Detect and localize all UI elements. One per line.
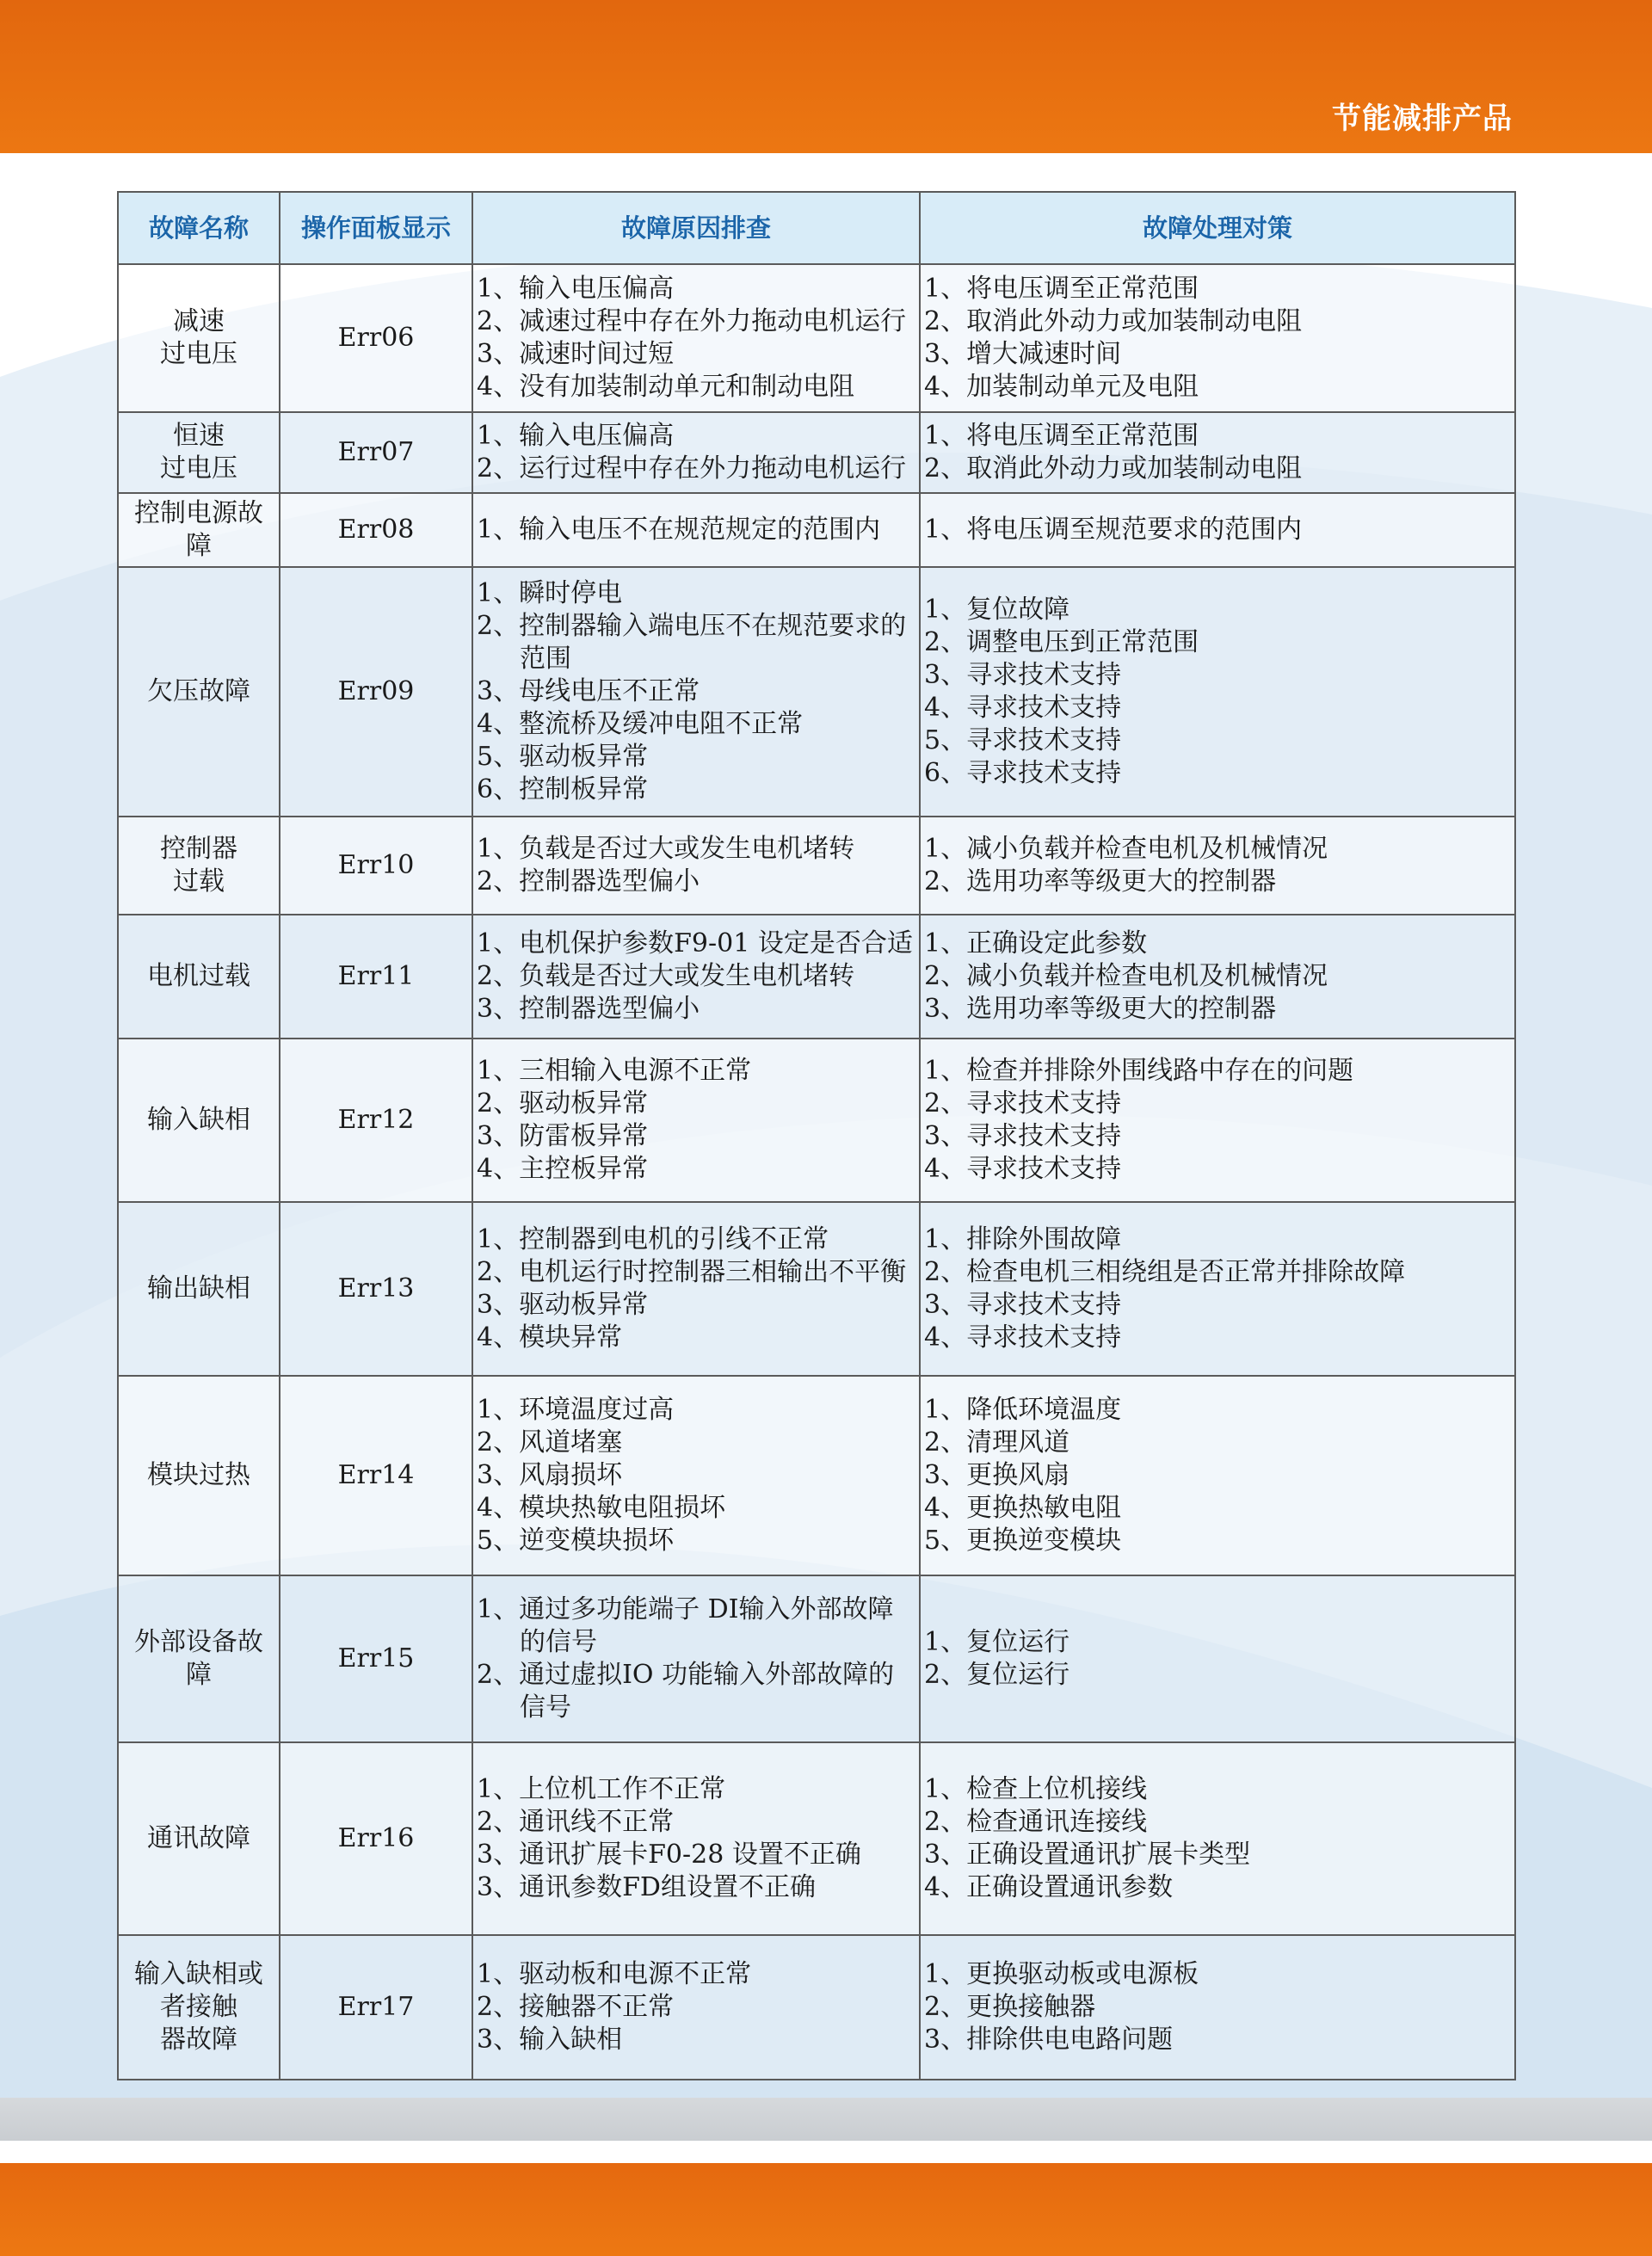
action-item: 4、更换热敏电阻 <box>924 1493 1122 1523</box>
cause-item: 2、接触器不正常 <box>477 1992 675 2022</box>
fault-name-line: 控制电源故 <box>134 498 263 528</box>
table-row <box>118 1202 1515 1376</box>
action-item: 3、寻求技术支持 <box>924 660 1122 690</box>
fault-name-line: 者接触 <box>160 1992 237 2022</box>
panel-code-cell: Err15 <box>280 1575 472 1742</box>
action-cell <box>920 817 1515 915</box>
bottom-banner <box>0 2163 1652 2256</box>
fault-name-cell <box>118 567 280 817</box>
cause-item: 3、驱动板异常 <box>477 1290 649 1320</box>
fault-table <box>117 191 1516 2080</box>
cause-item: 3、母线电压不正常 <box>477 676 700 706</box>
cause-item: 4、没有加装制动单元和制动电阻 <box>477 372 855 402</box>
action-cell <box>920 412 1515 493</box>
fault-name-line: 障 <box>186 531 212 561</box>
cause-cell <box>472 1742 920 1935</box>
cause-item: 2、负载是否过大或发生电机堵转 <box>477 961 855 991</box>
cause-cell <box>472 915 920 1039</box>
fault-name-line: 过电压 <box>160 339 237 369</box>
action-item: 2、检查通讯连接线 <box>924 1807 1148 1837</box>
cause-cell <box>472 817 920 915</box>
action-item: 1、将电压调至正常范围 <box>924 421 1199 451</box>
table-row <box>118 567 1515 817</box>
cause-item: 2、通讯线不正常 <box>477 1807 675 1837</box>
fault-name-line: 过电压 <box>160 453 237 484</box>
panel-code-cell: Err14 <box>280 1376 472 1575</box>
cause-item: 1、输入电压偏高 <box>477 421 675 451</box>
action-cell <box>920 1742 1515 1935</box>
cause-item: 2、运行过程中存在外力拖动电机运行 <box>477 453 907 484</box>
action-item: 2、取消此外动力或加装制动电阻 <box>924 306 1303 336</box>
fault-name-line: 输入缺相或 <box>134 1959 263 1989</box>
action-item: 3、正确设置通讯扩展卡类型 <box>924 1840 1251 1870</box>
fault-name-line: 过载 <box>173 866 225 897</box>
panel-code-cell: Err11 <box>280 915 472 1039</box>
cause-cell <box>472 412 920 493</box>
fault-name-line: 输出缺相 <box>147 1273 250 1304</box>
cause-item: 2、控制器输入端电压不在规范要求的范围 <box>477 611 907 674</box>
cause-cell <box>472 493 920 567</box>
fault-name-cell <box>118 1575 280 1742</box>
action-item: 1、复位故障 <box>924 595 1070 625</box>
cause-item: 3、防雷板异常 <box>477 1121 649 1151</box>
cause-item: 5、逆变模块损坏 <box>477 1526 675 1556</box>
action-item: 5、寻求技术支持 <box>924 725 1122 755</box>
table-row <box>118 264 1515 412</box>
cause-item: 3、减速时间过短 <box>477 339 675 369</box>
action-item: 2、复位运行 <box>924 1660 1070 1690</box>
footer-gray-strip <box>0 2098 1652 2141</box>
cause-item: 4、模块异常 <box>477 1322 623 1353</box>
cause-item: 3、通讯参数FD组设置不正确 <box>477 1872 816 1902</box>
action-item: 3、更换风扇 <box>924 1460 1070 1490</box>
cause-cell <box>472 567 920 817</box>
table-row <box>118 1935 1515 2080</box>
action-item: 3、增大减速时间 <box>924 339 1122 369</box>
action-cell <box>920 1575 1515 1742</box>
action-item: 1、排除外围故障 <box>924 1224 1122 1254</box>
action-cell <box>920 1202 1515 1376</box>
fault-name-cell <box>118 817 280 915</box>
table-header-row <box>118 192 1515 264</box>
table-row <box>118 1376 1515 1575</box>
cause-item: 2、通过虚拟IO 功能输入外部故障的信号 <box>477 1660 895 1723</box>
action-cell <box>920 1376 1515 1575</box>
fault-name-cell <box>118 412 280 493</box>
action-item: 4、寻求技术支持 <box>924 1322 1122 1353</box>
table-row <box>118 493 1515 567</box>
panel-code-cell: Err10 <box>280 817 472 915</box>
action-item: 4、加装制动单元及电阻 <box>924 372 1199 402</box>
action-item: 2、检查电机三相绕组是否正常并排除故障 <box>924 1257 1406 1287</box>
cause-item: 3、通讯扩展卡F0-28 设置不正确 <box>477 1840 861 1870</box>
fault-name-cell <box>118 1376 280 1575</box>
action-item: 1、降低环境温度 <box>924 1395 1122 1425</box>
cause-cell <box>472 1376 920 1575</box>
action-item: 2、寻求技术支持 <box>924 1088 1122 1119</box>
action-item: 2、更换接触器 <box>924 1992 1096 2022</box>
action-cell <box>920 1935 1515 2080</box>
action-item: 1、将电压调至规范要求的范围内 <box>924 515 1303 545</box>
cause-item: 1、瞬时停电 <box>477 578 623 608</box>
action-item: 4、寻求技术支持 <box>924 693 1122 723</box>
cause-item: 4、整流桥及缓冲电阻不正常 <box>477 709 804 739</box>
panel-code-cell: Err08 <box>280 493 472 567</box>
cause-item: 3、输入缺相 <box>477 2025 623 2055</box>
cause-cell <box>472 1575 920 1742</box>
panel-code-cell: Err12 <box>280 1039 472 1202</box>
cause-item: 1、控制器到电机的引线不正常 <box>477 1224 829 1254</box>
action-item: 1、更换驱动板或电源板 <box>924 1959 1199 1989</box>
action-item: 4、寻求技术支持 <box>924 1154 1122 1184</box>
top-banner <box>0 0 1652 153</box>
panel-code-cell: Err07 <box>280 412 472 493</box>
fault-name-line: 器故障 <box>160 2025 237 2055</box>
header-cause: 故障原因排查 <box>472 192 920 264</box>
cause-cell <box>472 1202 920 1376</box>
action-cell <box>920 567 1515 817</box>
cause-item: 1、三相输入电源不正常 <box>477 1056 752 1086</box>
panel-code-cell: Err13 <box>280 1202 472 1376</box>
fault-name-cell <box>118 1742 280 1935</box>
table-row <box>118 412 1515 493</box>
fault-name-cell <box>118 1039 280 1202</box>
action-item: 6、寻求技术支持 <box>924 758 1122 788</box>
action-cell <box>920 1039 1515 1202</box>
action-item: 3、选用功率等级更大的控制器 <box>924 994 1277 1024</box>
fault-name-line: 恒速 <box>173 421 225 451</box>
action-item: 5、更换逆变模块 <box>924 1526 1122 1556</box>
action-item: 3、排除供电电路问题 <box>924 2025 1174 2055</box>
action-cell <box>920 264 1515 412</box>
panel-code-cell: Err06 <box>280 264 472 412</box>
cause-item: 1、电机保护参数F9-01 设定是否合适 <box>477 928 913 958</box>
fault-name-line: 减速 <box>173 306 225 336</box>
action-item: 1、将电压调至正常范围 <box>924 274 1199 304</box>
cause-item: 2、驱动板异常 <box>477 1088 649 1119</box>
cause-item: 1、负载是否过大或发生电机堵转 <box>477 834 855 864</box>
cause-cell <box>472 1935 920 2080</box>
cause-item: 4、模块热敏电阻损坏 <box>477 1493 726 1523</box>
fault-name-line: 外部设备故 <box>134 1627 263 1657</box>
action-cell <box>920 493 1515 567</box>
action-item: 1、复位运行 <box>924 1627 1070 1657</box>
action-item: 1、正确设定此参数 <box>924 928 1148 958</box>
action-item: 1、减小负载并检查电机及机械情况 <box>924 834 1328 864</box>
cause-item: 2、减速过程中存在外力拖动电机运行 <box>477 306 907 336</box>
cause-item: 5、驱动板异常 <box>477 742 649 772</box>
action-item: 4、正确设置通讯参数 <box>924 1872 1174 1902</box>
action-item: 2、减小负载并检查电机及机械情况 <box>924 961 1328 991</box>
fault-name-cell <box>118 915 280 1039</box>
fault-name-cell <box>118 264 280 412</box>
table-row <box>118 1039 1515 1202</box>
fault-name-line: 障 <box>186 1660 212 1690</box>
cause-item: 1、输入电压不在规范规定的范围内 <box>477 515 881 545</box>
panel-code-cell: Err16 <box>280 1742 472 1935</box>
cause-cell <box>472 1039 920 1202</box>
action-item: 3、寻求技术支持 <box>924 1290 1122 1320</box>
action-item: 2、取消此外动力或加装制动电阻 <box>924 453 1303 484</box>
fault-name-line: 输入缺相 <box>147 1105 250 1135</box>
cause-item: 4、主控板异常 <box>477 1154 649 1184</box>
table-row <box>118 915 1515 1039</box>
header-fault-name: 故障名称 <box>118 192 280 264</box>
fault-name-cell <box>118 1935 280 2080</box>
cause-item: 3、控制器选型偏小 <box>477 994 700 1024</box>
panel-code-cell: Err09 <box>280 567 472 817</box>
cause-item: 2、控制器选型偏小 <box>477 866 700 897</box>
action-item: 2、选用功率等级更大的控制器 <box>924 866 1277 897</box>
table-row <box>118 817 1515 915</box>
action-item: 2、调整电压到正常范围 <box>924 627 1199 657</box>
fault-name-cell <box>118 1202 280 1376</box>
header-action: 故障处理对策 <box>920 192 1515 264</box>
table-row <box>118 1575 1515 1742</box>
cause-item: 6、控制板异常 <box>477 774 649 804</box>
panel-code-cell: Err17 <box>280 1935 472 2080</box>
cause-item: 1、环境温度过高 <box>477 1395 675 1425</box>
cause-cell <box>472 264 920 412</box>
cause-item: 1、通过多功能端子 DI输入外部故障的信号 <box>477 1594 894 1657</box>
header-panel-display: 操作面板显示 <box>280 192 472 264</box>
action-item: 3、寻求技术支持 <box>924 1121 1122 1151</box>
cause-item: 2、风道堵塞 <box>477 1427 623 1458</box>
fault-name-line: 模块过热 <box>147 1460 250 1490</box>
action-item: 2、清理风道 <box>924 1427 1070 1458</box>
action-cell <box>920 915 1515 1039</box>
cause-item: 3、风扇损坏 <box>477 1460 623 1490</box>
fault-name-line: 通讯故障 <box>147 1823 250 1853</box>
action-item: 1、检查并排除外围线路中存在的问题 <box>924 1056 1354 1086</box>
cause-item: 1、上位机工作不正常 <box>477 1774 726 1804</box>
fault-name-line: 控制器 <box>160 834 237 864</box>
fault-name-line: 欠压故障 <box>147 676 250 706</box>
action-item: 1、检查上位机接线 <box>924 1774 1148 1804</box>
fault-name-line: 电机过载 <box>147 961 250 991</box>
cause-item: 2、电机运行时控制器三相输出不平衡 <box>477 1257 907 1287</box>
brand-title: 节能减排产品 <box>1332 102 1513 136</box>
cause-item: 1、输入电压偏高 <box>477 274 675 304</box>
table-row <box>118 1742 1515 1935</box>
cause-item: 1、驱动板和电源不正常 <box>477 1959 752 1989</box>
fault-name-cell <box>118 493 280 567</box>
